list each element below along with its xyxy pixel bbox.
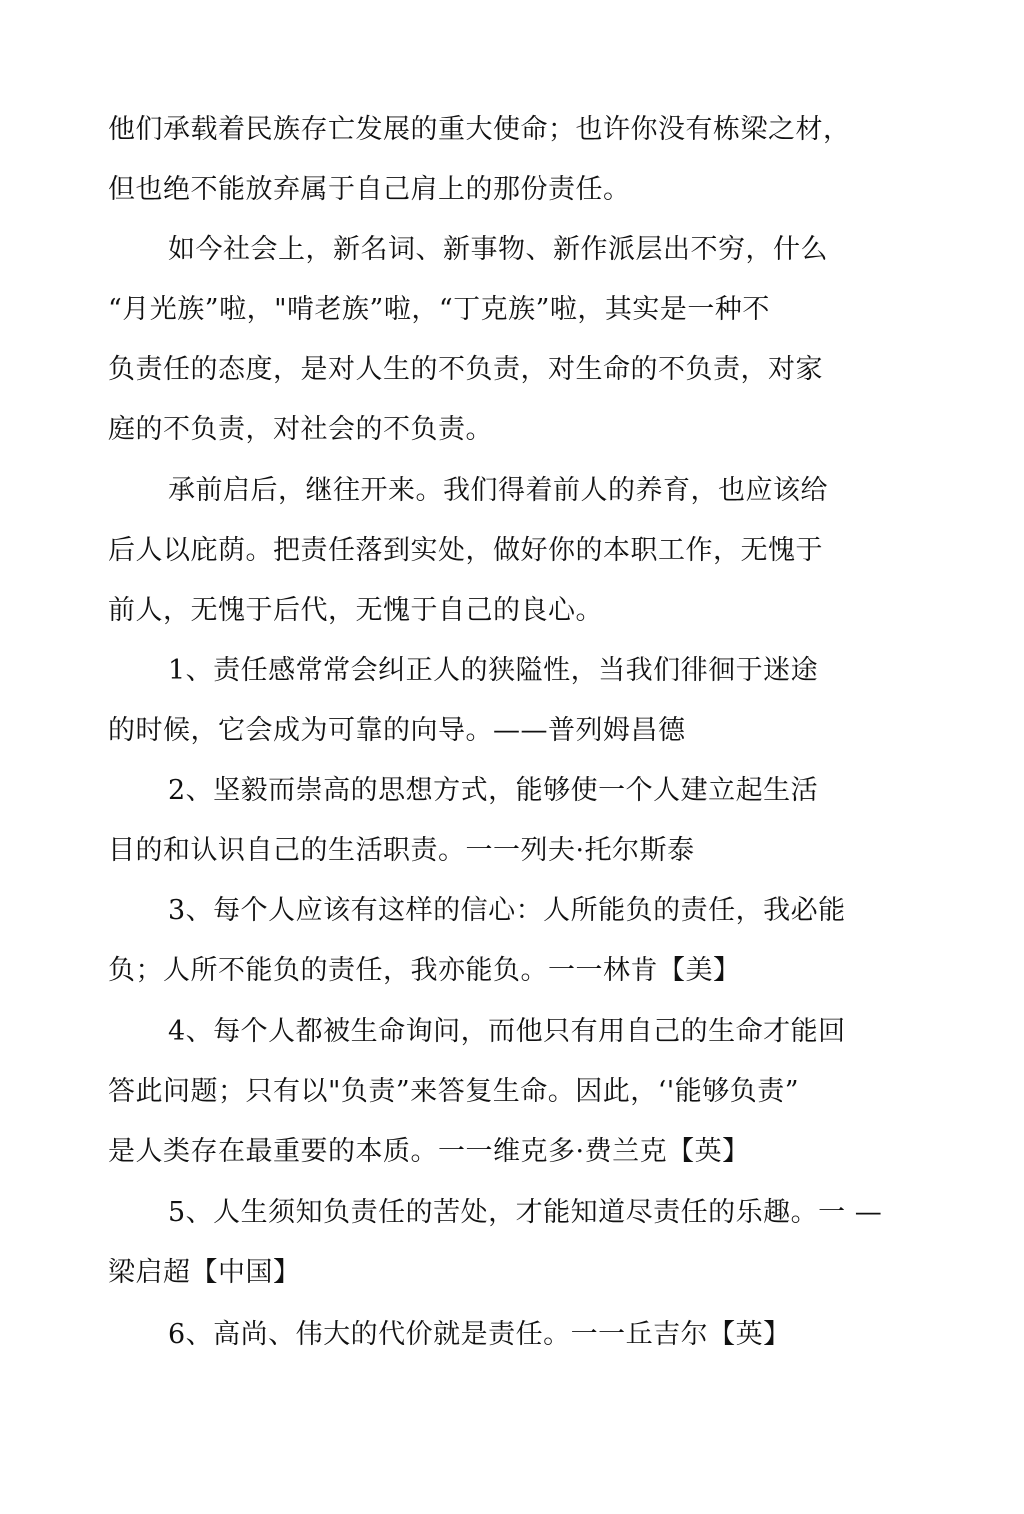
- quote-2-line-2: 目的和认识自己的生活职责。一一列夫·托尔斯泰: [108, 835, 695, 866]
- quote-3-line-1: 3、每个人应该有这样的信心：人所能负的责任，我必能: [168, 895, 846, 926]
- paragraph-3-line-3: 前人，无愧于后代，无愧于自己的良心。: [108, 595, 603, 626]
- quote-3-line-2: 负；人所不能负的责任，我亦能负。一一林肯【美】: [108, 955, 741, 986]
- quote-4-line-1: 4、每个人都被生命询问，而他只有用自己的生命才能回: [168, 1016, 846, 1047]
- quote-4-line-2: 答此问题；只有以"负责”来答复生命。因此，‘'能够负责”: [108, 1076, 800, 1107]
- paragraph-2-line-2: “月光族”啦，"啃老族”啦，“丁克族”啦，其实是一种不: [108, 294, 770, 325]
- quote-1-line-1: 1、责任感常常会纠正人的狭隘性，当我们徘徊于迷途: [168, 655, 819, 686]
- quote-5-line-1: 5、人生须知负责任的苦处，才能知道尽责任的乐趣。一 —: [168, 1197, 883, 1228]
- text-line-2: 但也绝不能放弃属于自己肩上的那份责任。: [108, 174, 631, 205]
- quote-2-line-1: 2、坚毅而崇高的思想方式，能够使一个人建立起生活: [168, 775, 819, 806]
- paragraph-3-line-2: 后人以庇荫。把责任落到实处，做好你的本职工作，无愧于: [108, 535, 823, 566]
- paragraph-3-line-1: 承前启后，继往开来。我们得着前人的养育，也应该给: [168, 475, 828, 506]
- paragraph-2-line-4: 庭的不负责，对社会的不负责。: [108, 414, 493, 445]
- quote-1-line-2: 的时候，它会成为可靠的向导。——普列姆昌德: [108, 715, 686, 746]
- paragraph-2-line-3: 负责任的态度，是对人生的不负责，对生命的不负责，对家: [108, 354, 823, 385]
- quote-5-line-2: 梁启超【中国】: [108, 1257, 301, 1288]
- quote-4-line-3: 是人类存在最重要的本质。一一维克多·费兰克【英】: [108, 1136, 750, 1167]
- quote-6-line-1: 6、高尚、伟大的代价就是责任。一一丘吉尔【英】: [168, 1319, 791, 1350]
- paragraph-2-line-1: 如今社会上，新名词、新事物、新作派层出不穷，什么: [168, 234, 828, 265]
- text-line-1: 他们承载着民族存亡发展的重大使命；也许你没有栋梁之材，: [108, 114, 851, 145]
